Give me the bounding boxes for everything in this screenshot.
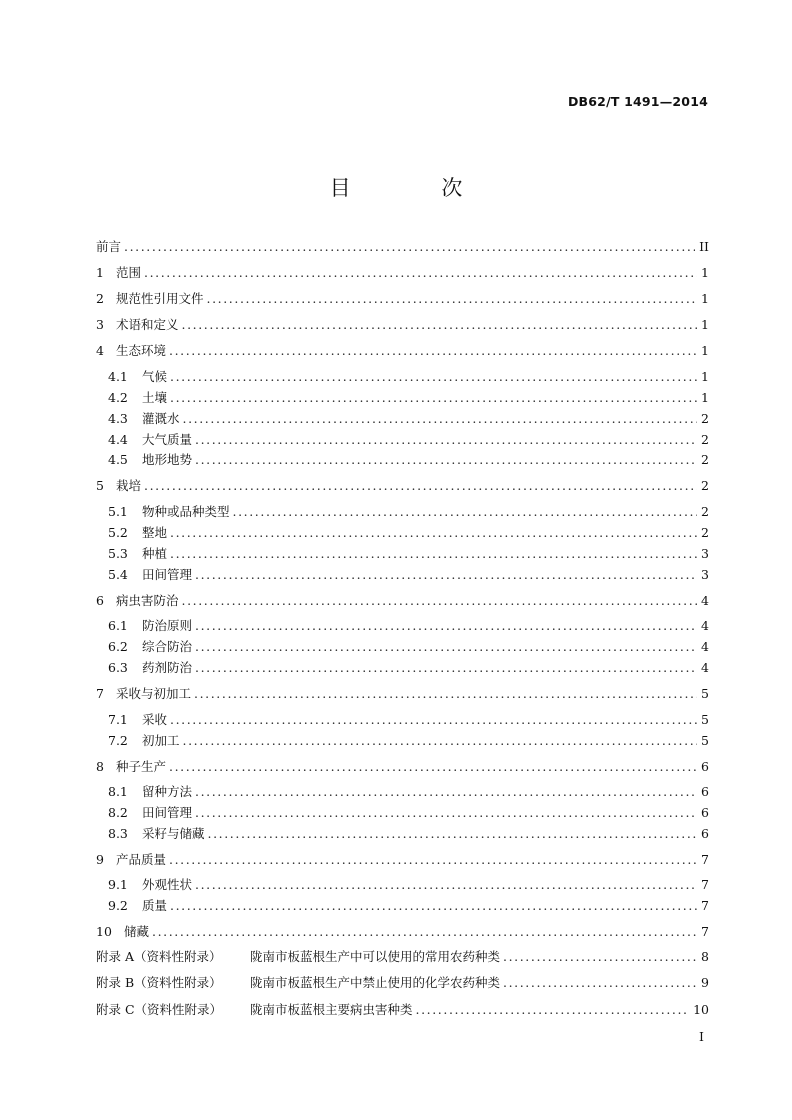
toc-leader-dots: [183, 731, 697, 751]
toc-entry-number: 5.3: [108, 546, 128, 561]
toc-entry-number: 6.2: [108, 639, 128, 654]
toc-entry-number: 4.4: [108, 432, 128, 447]
toc-entry-page: 5: [701, 686, 709, 701]
toc-entry-8-2[interactable]: [96, 803, 709, 823]
toc-entry-foreword[interactable]: [96, 237, 709, 257]
toc-entry-5[interactable]: [96, 476, 709, 496]
toc-entry-label: 初加工: [142, 733, 180, 748]
toc-entry-number: 1: [96, 265, 104, 280]
toc-entry-label: 储藏: [124, 924, 150, 939]
toc-entry-label: 灌溉水: [142, 411, 180, 426]
toc-entry-number: 5: [96, 478, 104, 493]
toc-entry-6-3[interactable]: [96, 658, 709, 678]
toc-entry-page: 4: [701, 618, 709, 633]
toc-entry-4-5[interactable]: [96, 450, 709, 470]
toc-entry-number: 4.5: [108, 452, 128, 467]
toc-entry-page: 8: [701, 949, 709, 964]
toc-entry-page: II: [699, 239, 709, 254]
toc-entry-number: 2: [96, 291, 104, 306]
toc-leader-dots: [195, 782, 697, 802]
toc-entry-label: 范围: [116, 265, 142, 280]
toc-leader-dots: [170, 544, 697, 564]
toc-entry-page: 6: [701, 759, 709, 774]
toc-leader-dots: [170, 367, 697, 387]
toc-entry-5-3[interactable]: [96, 544, 709, 564]
toc-entry-number: 8.1: [108, 784, 128, 799]
toc-entry-label: 质量: [142, 898, 168, 913]
toc-entry-6-1[interactable]: [96, 616, 709, 636]
toc-leader-dots: [416, 1000, 690, 1020]
toc-entry-number: 8.2: [108, 805, 128, 820]
toc-entry-4-4[interactable]: [96, 430, 709, 450]
toc-entry-page: 2: [701, 411, 709, 426]
toc-leader-dots: [170, 710, 697, 730]
toc-entry-page: 4: [701, 639, 709, 654]
toc-entry-page: 2: [701, 432, 709, 447]
toc-entry-label: 生态环境: [116, 343, 167, 358]
toc-entry-label: 田间管理: [142, 567, 193, 582]
toc-entry-appendix-b[interactable]: [96, 973, 709, 993]
toc-entry-label: 采籽与储藏: [142, 826, 205, 841]
toc-entry-8-3[interactable]: [96, 824, 709, 844]
toc-entry-6-2[interactable]: [96, 637, 709, 657]
toc-entry-label: 种子生产: [116, 759, 167, 774]
toc-entry-7[interactable]: [96, 684, 709, 704]
toc-entry-label: 陇南市板蓝根主要病虫害种类: [250, 1002, 413, 1017]
toc-leader-dots: [169, 757, 697, 777]
toc-leader-dots: [195, 616, 697, 636]
toc-entry-number: 6.3: [108, 660, 128, 675]
toc-entry-number: 9.1: [108, 877, 128, 892]
toc-entry-page: 1: [701, 265, 709, 280]
toc-leader-dots: [169, 341, 697, 361]
toc-entry-10[interactable]: [96, 922, 709, 942]
toc-entry-9-1[interactable]: [96, 875, 709, 895]
toc-entry-label: 物种或品种类型: [142, 504, 230, 519]
toc-entry-number: 9: [96, 852, 104, 867]
toc-entry-4-3[interactable]: [96, 409, 709, 429]
toc-leader-dots: [195, 450, 697, 470]
toc-entry-label: 陇南市板蓝根生产中可以使用的常用农药种类: [250, 949, 501, 964]
toc-entry-label: 术语和定义: [116, 317, 179, 332]
toc-entry-number: 4.2: [108, 390, 128, 405]
toc-entry-page: 10: [693, 1002, 709, 1017]
toc-leader-dots: [144, 263, 697, 283]
toc-entry-label: 药剂防治: [142, 660, 193, 675]
toc-entry-5-1[interactable]: [96, 502, 709, 522]
toc-entry-4-2[interactable]: [96, 388, 709, 408]
toc-entry-number: 附录 B（资料性附录）: [96, 975, 222, 990]
toc-entry-6[interactable]: [96, 591, 709, 611]
toc-entry-number: 6.1: [108, 618, 128, 633]
toc-entry-page: 1: [701, 317, 709, 332]
toc-leader-dots: [208, 824, 697, 844]
toc-entry-appendix-c[interactable]: [96, 1000, 709, 1020]
toc-leader-dots: [144, 476, 697, 496]
toc-entry-label: 地形地势: [142, 452, 193, 467]
toc-entry-page: 7: [701, 877, 709, 892]
toc-entry-page: 2: [701, 504, 709, 519]
toc-leader-dots: [182, 591, 697, 611]
toc-entry-label: 采收与初加工: [116, 686, 192, 701]
toc-entry-appendix-a[interactable]: [96, 947, 709, 967]
toc-entry-number: 5.2: [108, 525, 128, 540]
toc-entry-label: 病虫害防治: [116, 593, 179, 608]
toc-entry-number: 4.1: [108, 369, 128, 384]
toc-entry-3[interactable]: [96, 315, 709, 335]
toc-entry-label: 前言: [96, 239, 122, 254]
toc-entry-9[interactable]: [96, 850, 709, 870]
toc-entry-label: 整地: [142, 525, 168, 540]
toc-entry-number: 4: [96, 343, 104, 358]
toc-entry-label: 田间管理: [142, 805, 193, 820]
toc-entry-label: 防治原则: [142, 618, 193, 633]
toc-entry-page: 3: [701, 546, 709, 561]
toc-entry-5-2[interactable]: [96, 523, 709, 543]
toc-entry-page: 9: [701, 975, 709, 990]
toc-entry-number: 5.1: [108, 504, 128, 519]
toc-entry-page: 2: [701, 478, 709, 493]
toc-entry-8[interactable]: [96, 757, 709, 777]
toc-entry-number: 7.1: [108, 712, 128, 727]
toc-entry-page: 2: [701, 525, 709, 540]
toc-entry-label: 留种方法: [142, 784, 193, 799]
toc-entry-number: 4.3: [108, 411, 128, 426]
toc-leader-dots: [195, 803, 697, 823]
toc-leader-dots: [183, 409, 697, 429]
toc-entry-number: 3: [96, 317, 104, 332]
toc-entry-number: 10: [96, 924, 112, 939]
toc-leader-dots: [152, 922, 697, 942]
toc-entry-2[interactable]: [96, 289, 709, 309]
toc-leader-dots: [170, 896, 697, 916]
toc-leader-dots: [503, 947, 697, 967]
toc-entry-page: 4: [701, 593, 709, 608]
toc-entry-page: 7: [701, 924, 709, 939]
toc-entry-page: 5: [701, 712, 709, 727]
page-title: 目 次: [329, 176, 505, 200]
toc-entry-4-1[interactable]: [96, 367, 709, 387]
toc-leader-dots: [195, 637, 697, 657]
toc-leader-dots: [182, 315, 697, 335]
toc-leader-dots: [195, 875, 697, 895]
toc-entry-page: 6: [701, 826, 709, 841]
toc-leader-dots: [233, 502, 697, 522]
toc-leader-dots: [169, 850, 697, 870]
toc-entry-label: 土壤: [142, 390, 168, 405]
toc-entry-number: 6: [96, 593, 104, 608]
toc-entry-label: 综合防治: [142, 639, 193, 654]
toc-entry-page: 5: [701, 733, 709, 748]
toc-leader-dots: [195, 658, 697, 678]
toc-entry-1[interactable]: [96, 263, 709, 283]
toc-entry-4[interactable]: [96, 341, 709, 361]
toc-entry-number: 7.2: [108, 733, 128, 748]
toc-entry-page: 6: [701, 784, 709, 799]
toc-entry-7-2[interactable]: [96, 731, 709, 751]
toc-entry-page: 4: [701, 660, 709, 675]
toc-leader-dots: [170, 388, 697, 408]
toc-entry-page: 2: [701, 452, 709, 467]
toc-entry-label: 采收: [142, 712, 168, 727]
toc-entry-label: 陇南市板蓝根生产中禁止使用的化学农药种类: [250, 975, 501, 990]
toc-entry-label: 产品质量: [116, 852, 167, 867]
toc-entry-9-2[interactable]: [96, 896, 709, 916]
toc-entry-number: 附录 C（资料性附录）: [96, 1002, 223, 1017]
toc-entry-page: 7: [701, 898, 709, 913]
toc-entry-number: 9.2: [108, 898, 128, 913]
toc-entry-label: 外观性状: [142, 877, 193, 892]
toc-entry-label: 大气质量: [142, 432, 193, 447]
toc-entry-page: 3: [701, 567, 709, 582]
toc-entry-page: 1: [701, 390, 709, 405]
toc-leader-dots: [170, 523, 697, 543]
toc-entry-page: 1: [701, 369, 709, 384]
toc-entry-number: 8: [96, 759, 104, 774]
toc-entry-page: 1: [701, 343, 709, 358]
toc-entry-number: 5.4: [108, 567, 128, 582]
toc-entry-number: 附录 A（资料性附录）: [96, 949, 222, 964]
page-number: I: [699, 1029, 704, 1044]
toc-entry-8-1[interactable]: [96, 782, 709, 802]
standard-code: DB62/T 1491—2014: [567, 94, 708, 109]
toc-entry-label: 气候: [142, 369, 168, 384]
toc-leader-dots: [195, 565, 697, 585]
toc-entry-label: 种植: [142, 546, 168, 561]
toc-entry-label: 栽培: [116, 478, 142, 493]
toc-entry-page: 7: [701, 852, 709, 867]
toc-leader-dots: [194, 684, 697, 704]
toc-leader-dots: [195, 430, 697, 450]
toc-entry-number: 7: [96, 686, 104, 701]
toc-leader-dots: [503, 973, 697, 993]
toc-entry-number: 8.3: [108, 826, 128, 841]
toc-entry-7-1[interactable]: [96, 710, 709, 730]
toc-leader-dots: [207, 289, 697, 309]
toc-entry-label: 规范性引用文件: [116, 291, 204, 306]
toc-entry-page: 1: [701, 291, 709, 306]
toc-entry-5-4[interactable]: [96, 565, 709, 585]
toc-leader-dots: [124, 237, 695, 257]
toc-entry-page: 6: [701, 805, 709, 820]
